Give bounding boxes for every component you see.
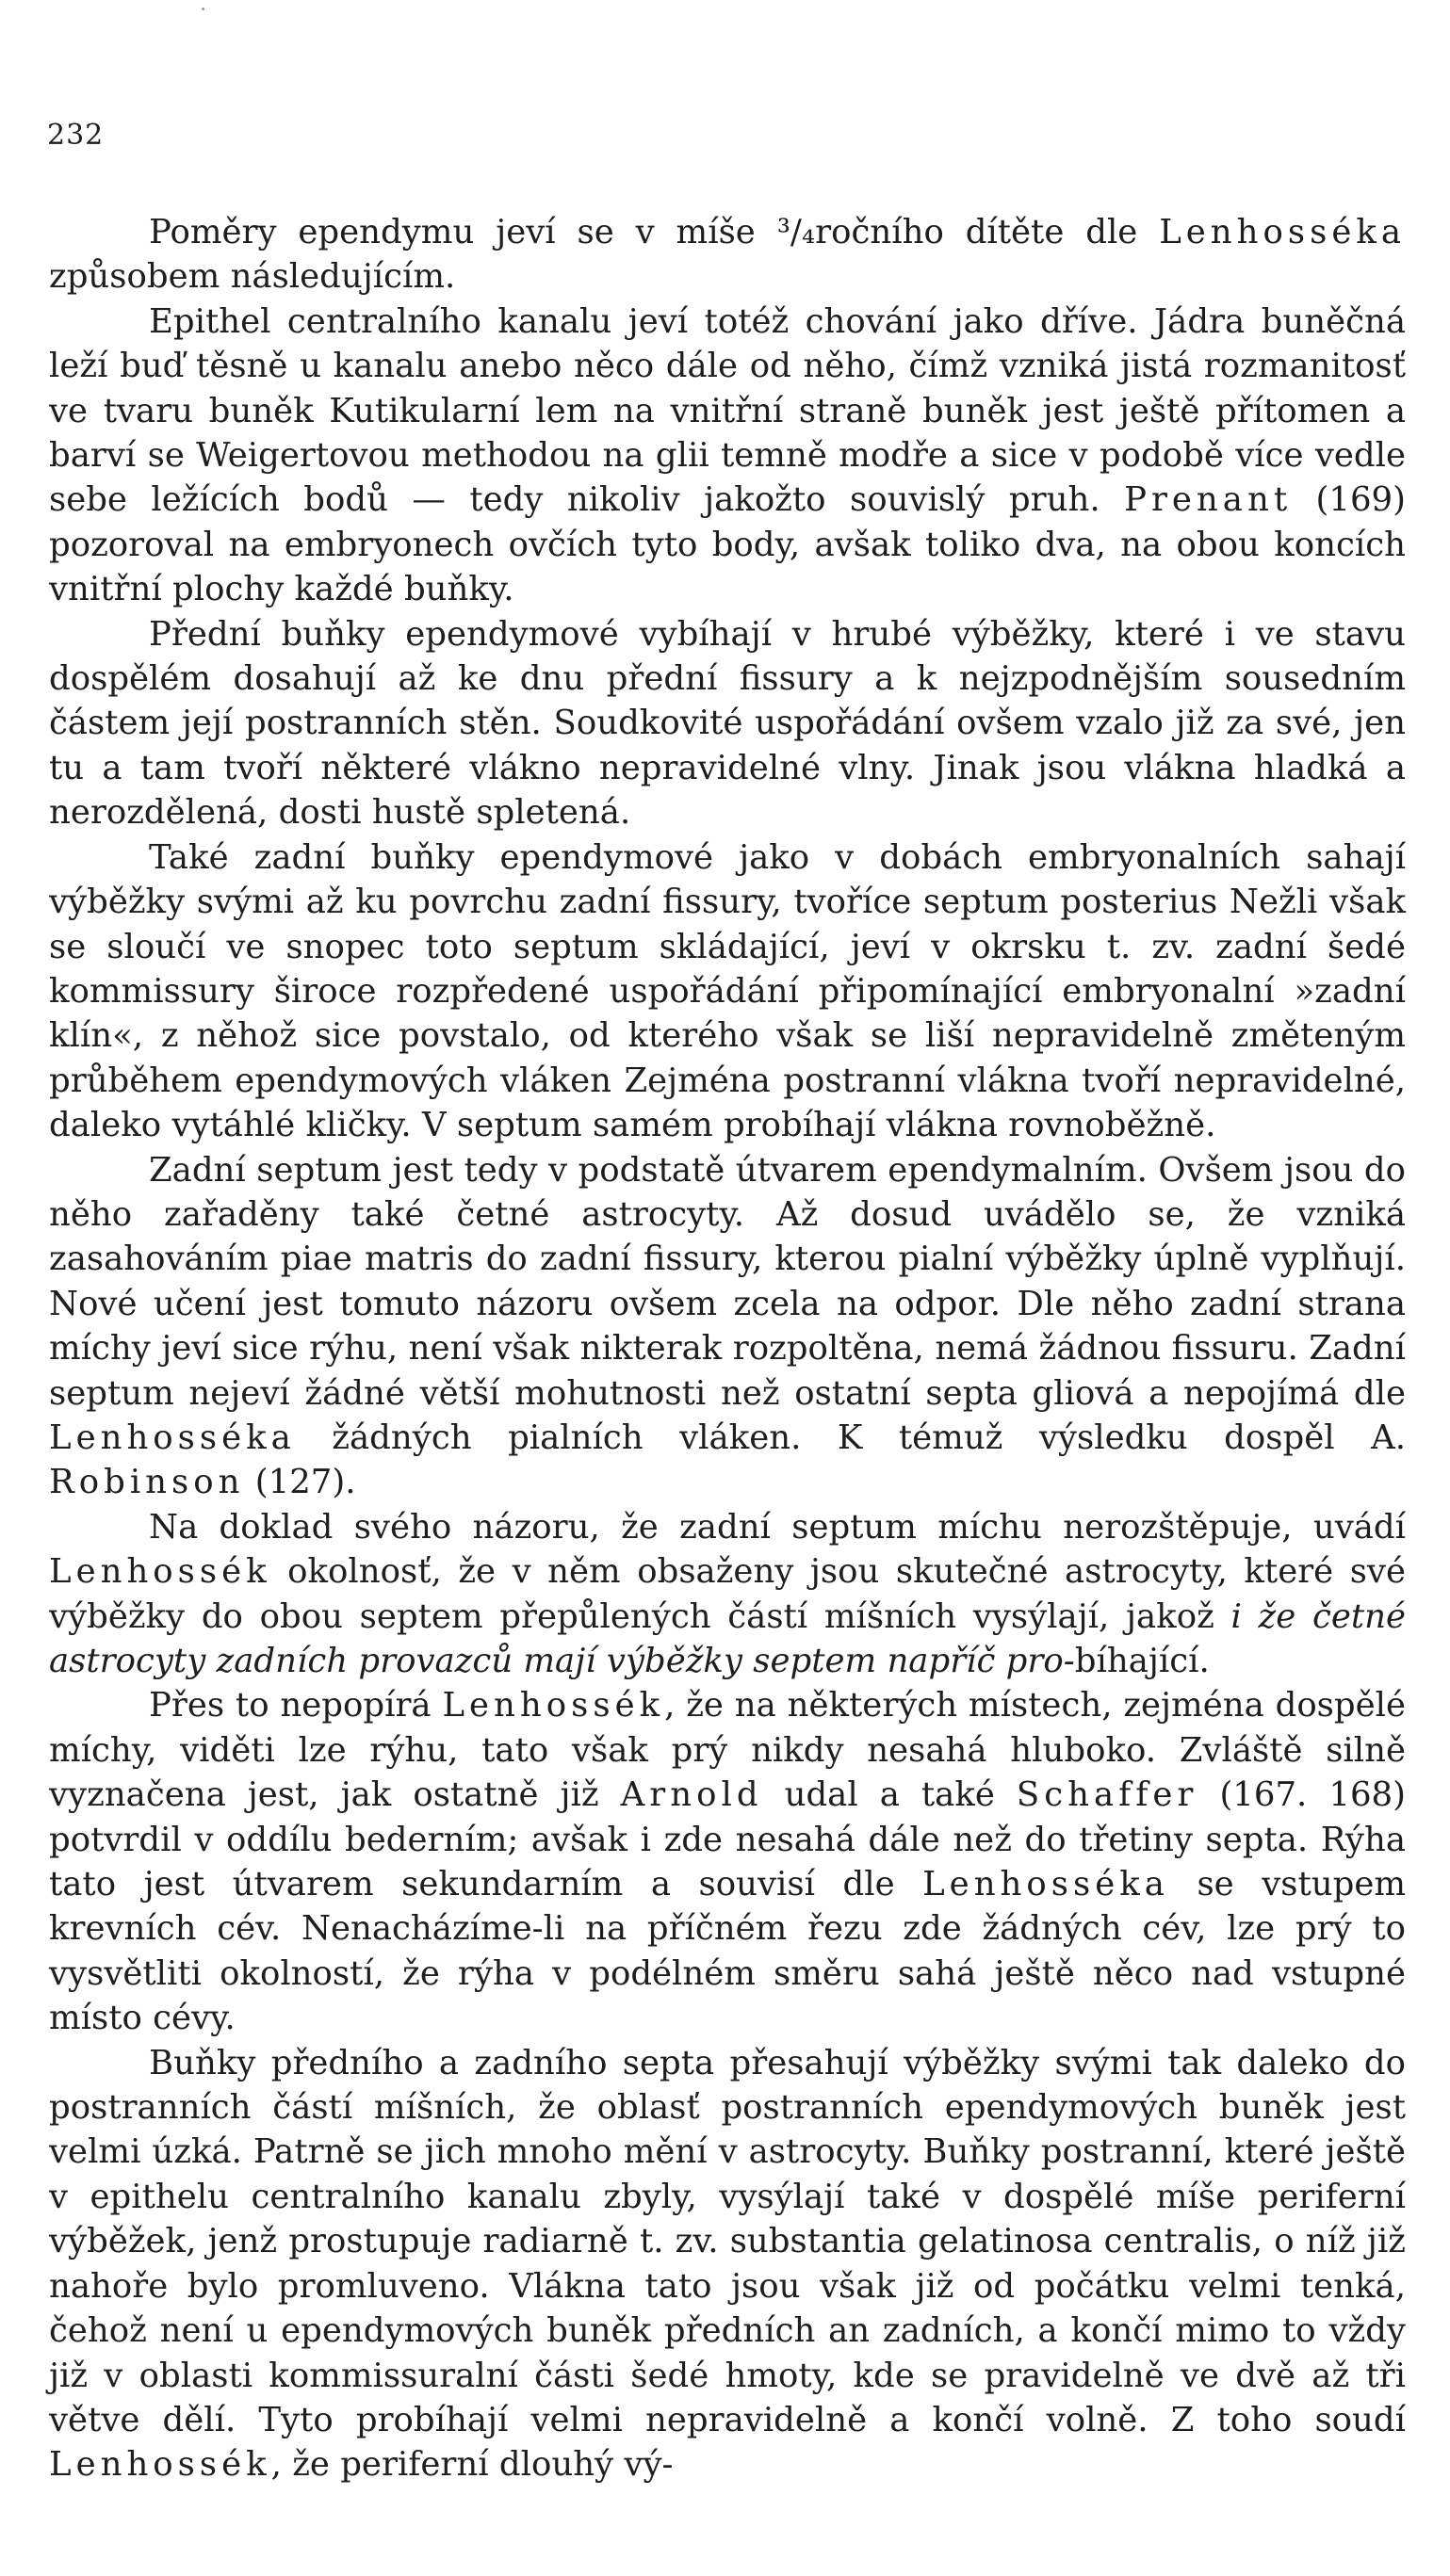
text-segment: okolnosť, že v něm obsaženy jsou skutečné astrocyty, které své výběžky do obou septem přepůlených částí míšních vysýlají, jakož: [49, 1552, 1406, 1636]
text-segment: (127).: [244, 1463, 356, 1502]
text-segment: ³/₄: [776, 213, 816, 251]
paragraph: [49, 1148, 1406, 1505]
author-name: Robinson: [49, 1463, 245, 1502]
text-segment: Přes to nepopírá: [149, 1686, 443, 1725]
text-segment: (169) pozoroval na embryonech ovčích tyto body, avšak toliko dva, na obou koncích vnitřní plochy každé buňky.: [49, 480, 1406, 609]
text-segment: , že na některých místech, zejména dospělé míchy, viděti lze rýhu, tato však prý nikdy nesahá hluboko. Zvláště silně vyznačena jest, jak ostatně již: [49, 1686, 1406, 1815]
author-name: Schaffer: [1016, 1775, 1198, 1815]
page-number: 232: [47, 119, 105, 152]
text-segment: Zadní septum jest tedy v podstatě útvarem ependymalním. Ovšem jsou do něho zařaděny také četné astrocyty. Až dosud uvádělo se, že vzniká zasahováním piae matris do zadní fissury, kterou pialní výběžky úplně vyplňují. Nové učení jest tomuto názoru ovšem zcela na odpor. Dle něho zadní strana míchy jeví sice rýhu, není však nikterak rozpoltěna, nemá žádnou fissuru. Zadní septum nejeví žádné větší mohutnosti než ostatní septa gliová a nepojímá dle: [49, 1150, 1406, 1413]
author-name: Lenhosséka: [1159, 213, 1407, 251]
text-segment: , že periferní dlouhý vý-: [270, 2445, 674, 2485]
author-name: Lenhosséka: [922, 1865, 1169, 1904]
text-segment: Buňky předního a zadního septa přesahují výběžky svými tak daleko do postranních částí míšních, že oblasť postranních ependymových buněk jest velmi úzká. Patrně se jich mnoho mění v astrocyty. Buňky postranní, které ještě v epithelu centralního kanalu zbyly, vysýlají také v dospělé míše periferní výběžek, jenž prostupuje radiarně t. zv. substantia gelatinosa centralis, o níž již nahoře bylo promluveno. Vlákna tato jsou však již od počátku velmi tenká, čehož není u ependymových buněk předních an zadních, a končí mimo to vždy již v oblasti kommissuralní části šedé hmoty, kde se pravidelně ve dvě až tři větve dělí. Tyto probíhají velmi nepravidelně a končí volně. Z toho soudí: [49, 2043, 1406, 2439]
paragraph: [49, 2041, 1406, 2487]
paragraph: [49, 210, 1406, 300]
text-segment: udal a také: [762, 1775, 1017, 1815]
italic-text: i že četné astrocyty zadních provazců mají výběžky septem napříč pro-: [49, 1596, 1406, 1680]
author-name: Lenhossék: [49, 2445, 271, 2485]
text-segment: Na doklad svého názoru, že zadní septum míchu nerozštěpuje, uvádí: [149, 1507, 1406, 1547]
text-segment: se vstupem krevních cév. Nenacházíme-li na příčném řezu zde žádných cév, lze prý to vysvětliti okolností, že rýha v podélném směru sahá ještě něco nad vstupné místo cévy.: [49, 1865, 1406, 2038]
text-segment: bíhající.: [1074, 1642, 1210, 1680]
author-name: Lenhosséka: [49, 1418, 296, 1457]
paragraph: [49, 300, 1406, 612]
text-segment: Epithel centralního kanalu jeví totéž chování jako dříve. Jádra buněčná leží buď těsně u kanalu anebo něco dále od něho, čímž vzniká jistá rozmanitosť ve tvaru buněk Kutikularní lem na vnitřní straně buněk jest ještě přítomen a barví se Weigertovou methodou na glii temně modře a sice v podobě více vedle sebe ležících bodů — tedy nikoliv jakožto souvislý pruh.: [49, 301, 1406, 520]
text-segment: Poměry ependymu jeví se v míše: [149, 213, 777, 251]
text-segment: způsobem následujícím.: [49, 257, 456, 297]
author-name: Prenant: [1124, 480, 1293, 520]
text-segment: (167. 168) potvrdil v oddílu bederním; avšak i zde nesahá dále než do třetiny septa. Rýha tato jest útvarem sekundarním a souvisí dle: [49, 1775, 1406, 1904]
author-name: Lenhossék: [49, 1552, 271, 1592]
paragraph: [49, 612, 1406, 835]
text-segment: ročního dítěte dle: [815, 213, 1160, 251]
author-name: Arnold: [620, 1775, 763, 1815]
scan-speck: [202, 8, 204, 10]
text-segment: žádných pialních vláken. K témuž výsledku dospěl A.: [295, 1418, 1406, 1457]
paragraph: [49, 1505, 1406, 1684]
paragraph: [49, 835, 1406, 1148]
text-segment: Také zadní buňky ependymové jako v dobách embryonalních sahají výběžky svými až ku povrchu zadní fissury, tvoříce septum posterius Nežli však se sloučí ve snopec toto septum skládající, jeví v okrsku t. zv. zadní šedé kommissury široce rozpředené uspořádání připomínající embryonalní »zadní klín«, z něhož sice povstalo, od kterého však se liší nepravidelně změteným průběhem ependymových vláken Zejména postranní vlákna tvoří nepravidelné, daleko vytáhlé kličky. V septum samém probíhají vlákna rovnoběžně.: [49, 837, 1406, 1145]
author-name: Lenhossék: [442, 1686, 665, 1725]
paragraph: [49, 1683, 1406, 2040]
text-segment: Přední buňky ependymové vybíhají v hrubé výběžky, které i ve stavu dospělém dosahují až ke dnu přední fissury a k nejzpodnějším sousedním částem její postranních stěn. Soudkovité uspořádání ovšem vzalo již za své, jen tu a tam tvoří některé vlákno nepravidelné vlny. Jinak jsou vlákna hladká a nerozdělená, dosti hustě spletená.: [49, 614, 1406, 833]
text-body: [49, 210, 1406, 2487]
